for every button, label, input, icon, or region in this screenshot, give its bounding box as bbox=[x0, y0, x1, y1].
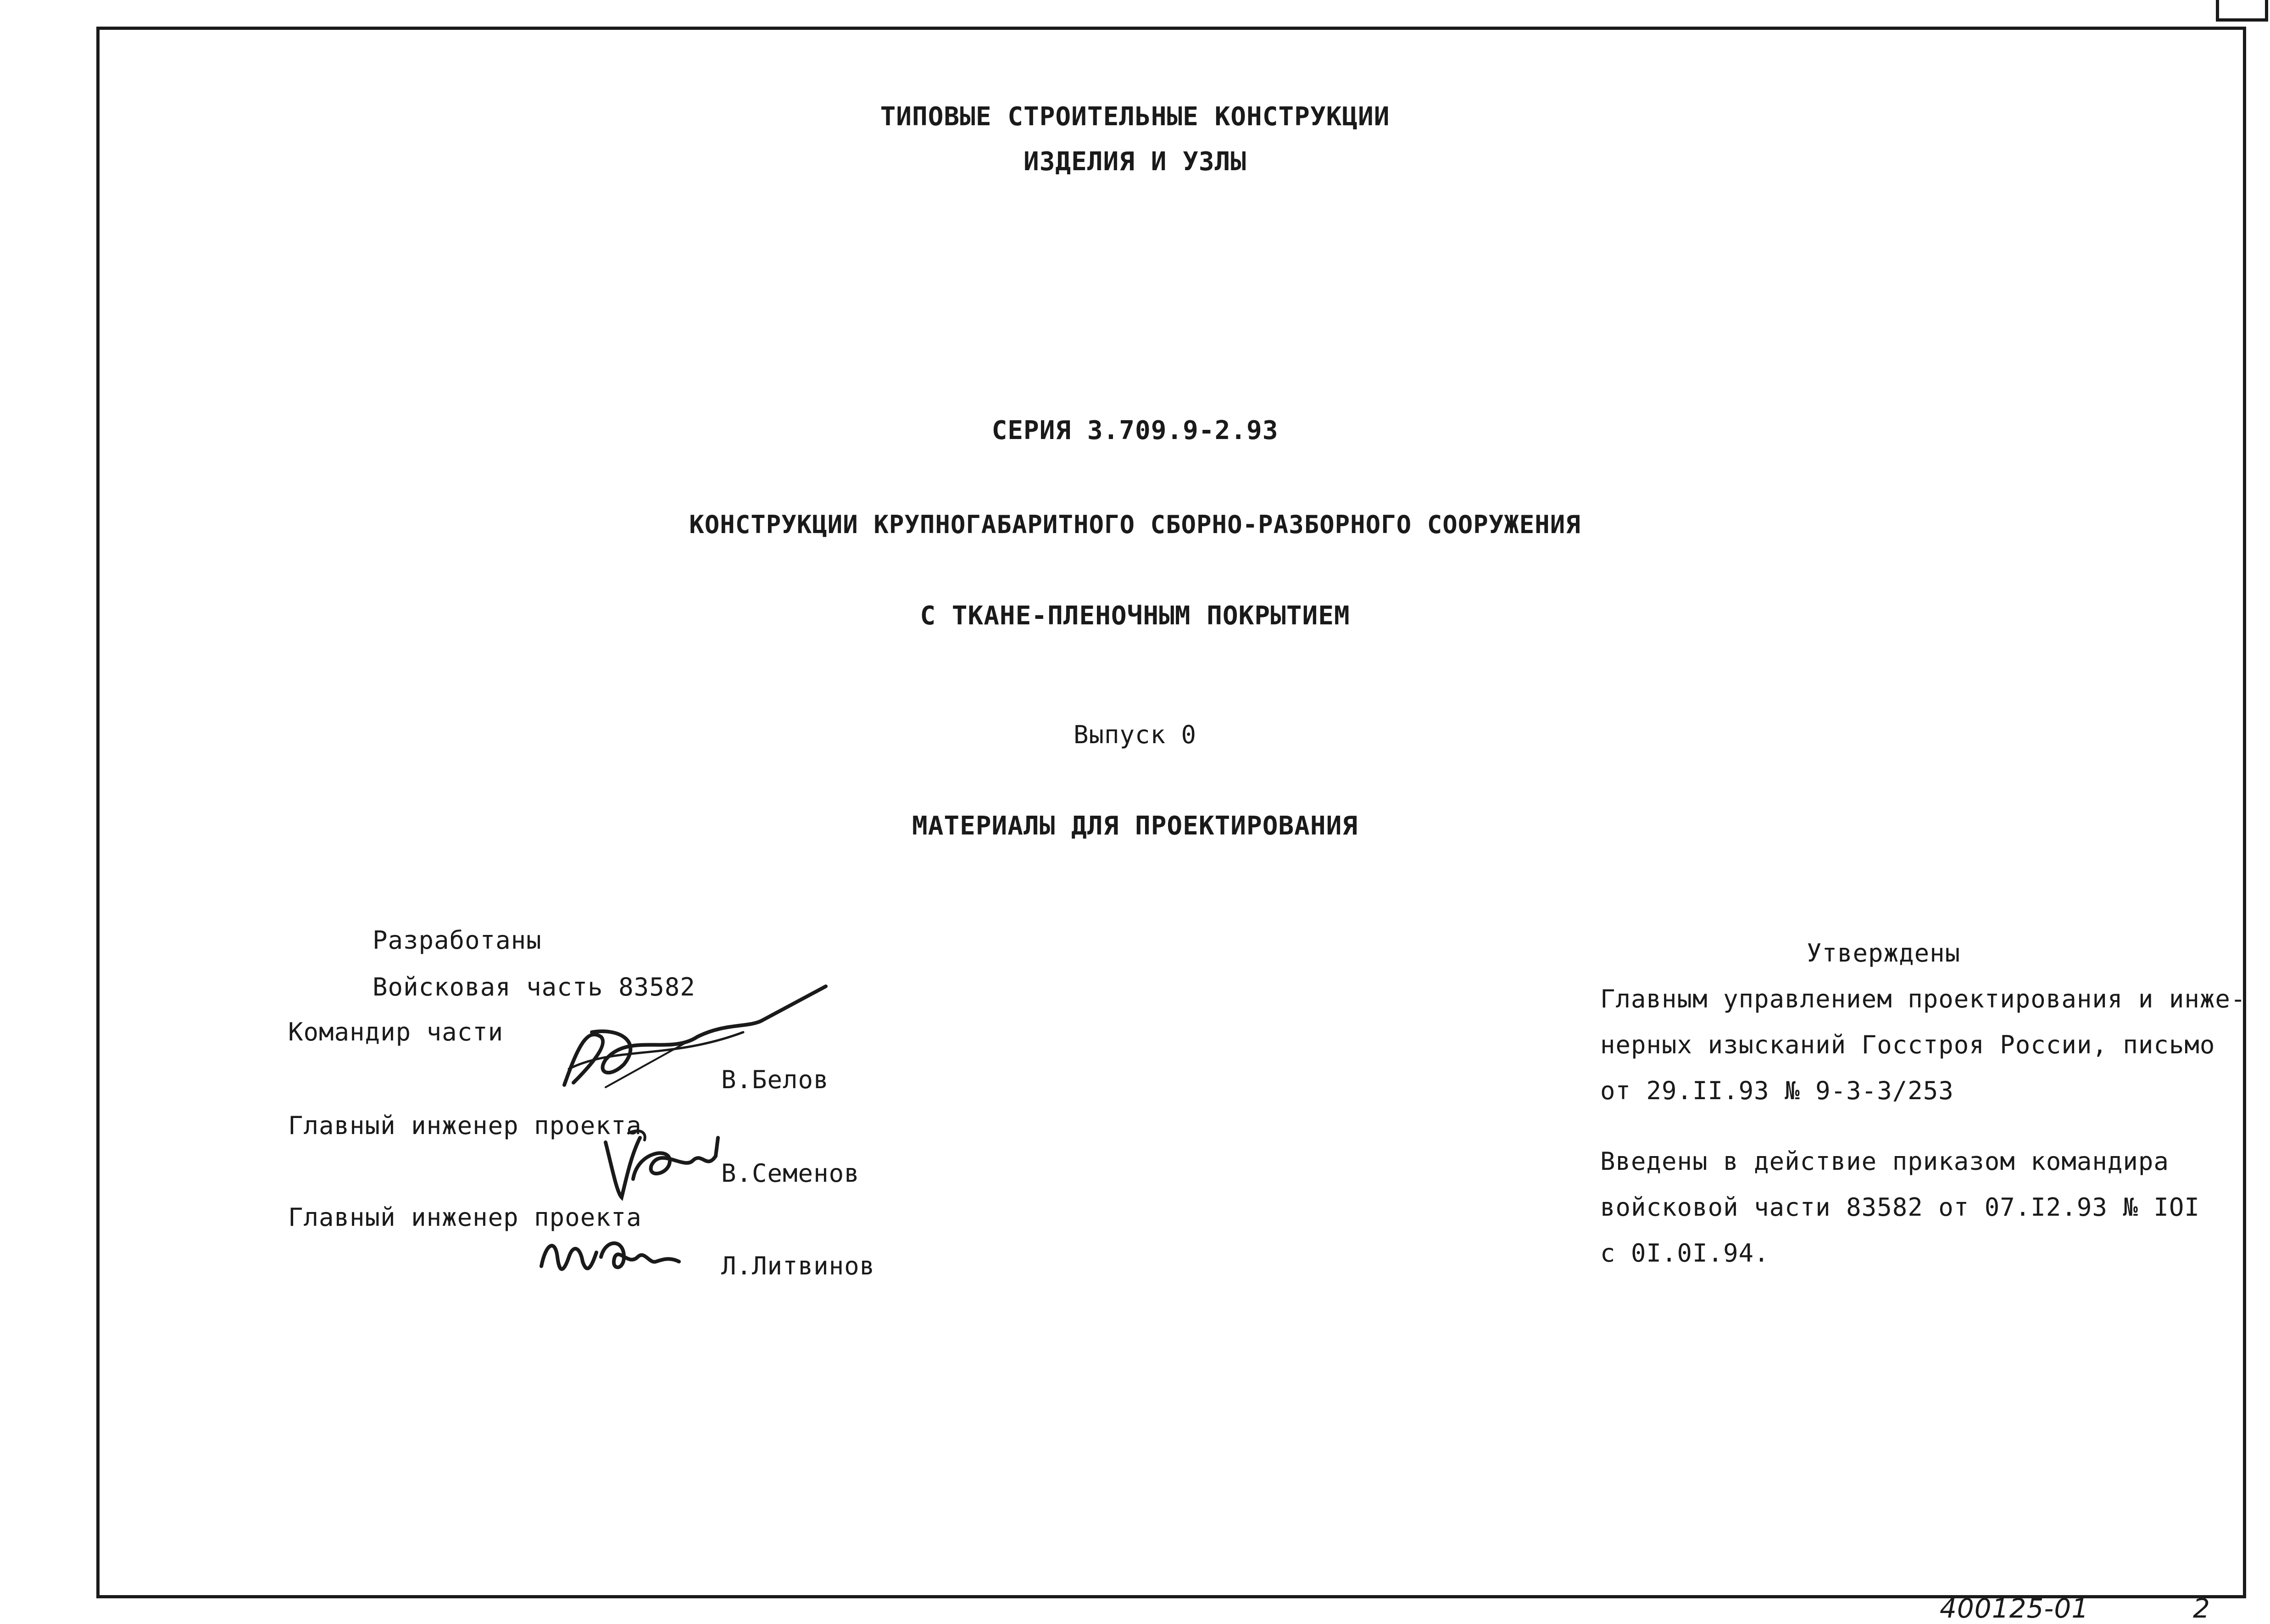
signer-name: Л.Литвинов bbox=[721, 1251, 875, 1280]
issue-number: Выпуск 0 bbox=[1073, 720, 1197, 749]
series-code: СЕРИЯ 3.709.9-2.93 bbox=[991, 416, 1279, 445]
page-number: 2 bbox=[2193, 1593, 2210, 1624]
title-line-1: КОНСТРУКЦИИ КРУПНОГАБАРИТНОГО СБОРНО-РАЗБОРНОГО СООРУЖЕНИЯ bbox=[689, 510, 1581, 539]
title-line-2: С ТКАНЕ-ПЛЕНОЧНЫМ ПОКРЫТИЕМ bbox=[920, 601, 1350, 631]
signer-role: Главный инженер проекта bbox=[288, 1111, 642, 1140]
enacted-line: Введены в действие приказом командира bbox=[1600, 1147, 2169, 1176]
header-line-1: ТИПОВЫЕ СТРОИТЕЛЬНЫЕ КОНСТРУКЦИИ bbox=[880, 102, 1390, 132]
signer-role: Командир части bbox=[288, 1018, 504, 1046]
developed-org: Войсковая часть 83582 bbox=[373, 973, 695, 1001]
corner-frame bbox=[2216, 0, 2268, 22]
approved-line: Главным управлением проектирования и инже- bbox=[1600, 984, 2246, 1013]
signature-belov bbox=[551, 977, 835, 1096]
signer-name: В.Белов bbox=[721, 1065, 829, 1094]
header-line-2: ИЗДЕЛИЯ И УЗЛЫ bbox=[1023, 147, 1246, 177]
signer-name: В.Семенов bbox=[721, 1159, 860, 1188]
approved-line: от 29.II.93 № 9-3-3/253 bbox=[1600, 1076, 1954, 1105]
signer-role: Главный инженер проекта bbox=[288, 1203, 642, 1232]
developed-label: Разработаны bbox=[373, 926, 542, 955]
enacted-line: с 0I.0I.94. bbox=[1600, 1239, 1769, 1268]
approved-label: Утверждены bbox=[1807, 939, 1961, 968]
subtitle: МАТЕРИАЛЫ ДЛЯ ПРОЕКТИРОВАНИЯ bbox=[912, 811, 1358, 841]
enacted-line: войсковой части 83582 от 07.I2.93 № IOI bbox=[1600, 1193, 2200, 1222]
signature-litvinov bbox=[537, 1229, 684, 1289]
signature-semenov bbox=[601, 1129, 725, 1207]
approved-line: нерных изысканий Госстроя России, письмо bbox=[1600, 1030, 2215, 1059]
document-stamp: 400125-01 bbox=[1940, 1593, 2089, 1624]
